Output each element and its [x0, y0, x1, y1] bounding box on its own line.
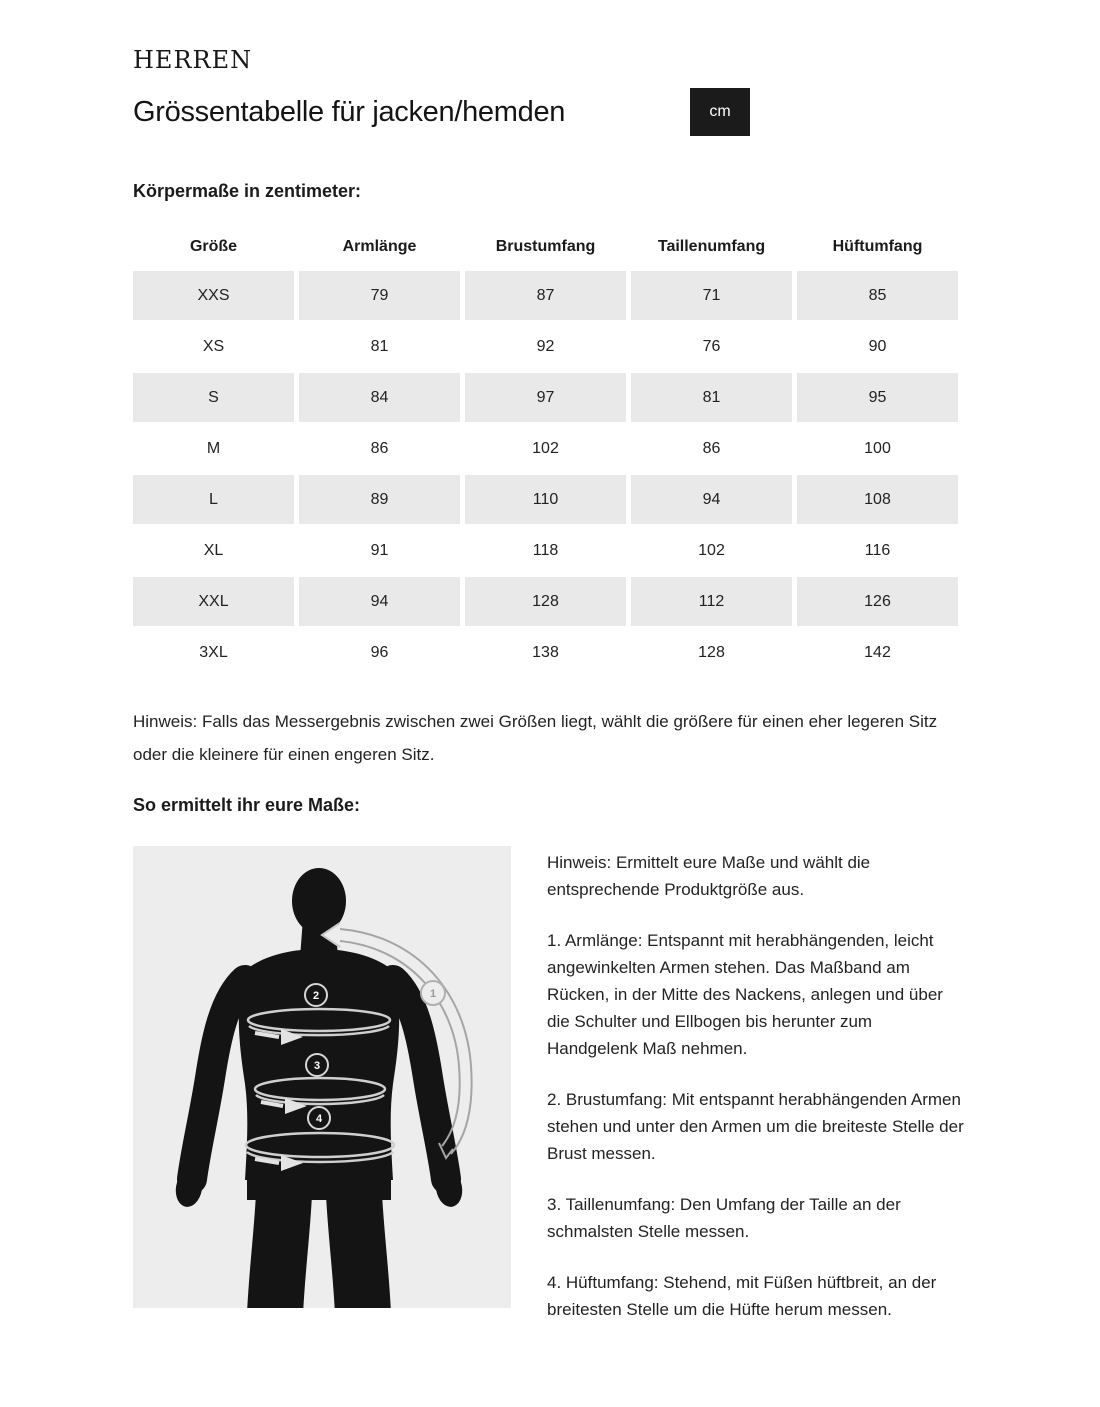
- measure-step: 3. Taillenumfang: Den Umfang der Taille an der schmalsten Stelle messen.: [547, 1195, 901, 1241]
- measure-cell: 118: [532, 541, 559, 559]
- measure-step: 1. Armlänge: Entspannt mit herabhängenden, leicht angewinkelten Armen stehen. Das Maßband am Rücken, in der Mitte des Nackens, anlegen und über die Schulter und Ellbogen bis herunter zum Handgelenk Maß nehmen.: [547, 931, 943, 1058]
- size-cell: M: [206, 439, 221, 457]
- svg-text:1: 1: [429, 988, 437, 1000]
- measure-cell: 128: [465, 577, 626, 626]
- measure-step: 2. Brustumfang: Mit entspannt herabhängenden Armen stehen und unter den Armen um die breiteste Stelle der Brust messen.: [547, 1090, 964, 1163]
- measure-cell: 102: [532, 439, 559, 457]
- column-header: Taillenumfang: [657, 238, 766, 255]
- size-cell: XXL: [133, 577, 294, 626]
- measure-cell: 81: [370, 337, 389, 355]
- body-measurements-heading: Körpermaße in zentimeter:: [133, 181, 362, 201]
- measure-cell: 76: [702, 337, 721, 355]
- measure-cell: 87: [465, 271, 626, 320]
- size-cell: L: [133, 475, 294, 524]
- measure-step: 4. Hüftumfang: Stehend, mit Füßen hüftbreit, an der breitesten Stelle um die Hüfte herum messen.: [547, 1273, 937, 1319]
- measure-cell: 102: [698, 541, 725, 559]
- measure-cell: 96: [370, 643, 389, 661]
- measure-cell: 97: [465, 373, 626, 422]
- measure-cell: 90: [868, 337, 887, 355]
- measure-cell: 84: [299, 373, 460, 422]
- measure-cell: 94: [299, 577, 460, 626]
- measure-cell: 81: [631, 373, 792, 422]
- brand-logo: HERREN: [133, 46, 253, 74]
- measurement-figure-panel: [133, 846, 511, 1308]
- measuring-instructions: [547, 846, 967, 1347]
- fit-note: Hinweis: Falls das Messergebnis zwischen zwei Größen liegt, wählt die größere für einen eher legeren Sitz oder die kleinere für einen engeren Sitz.: [133, 712, 938, 764]
- measure-cell: 100: [864, 439, 891, 457]
- instructions-intro: Hinweis: Ermittelt eure Maße und wählt die entsprechende Produktgröße aus.: [547, 853, 871, 899]
- badge-4: [308, 1107, 330, 1129]
- size-cell: XS: [202, 337, 225, 355]
- badge-2: [305, 984, 327, 1006]
- column-header: Größe: [189, 238, 238, 255]
- measure-cell: 89: [299, 475, 460, 524]
- measure-cell: 91: [370, 541, 389, 559]
- column-header: Armlänge: [342, 238, 417, 255]
- how-to-measure-heading: So ermittelt ihr eure Maße:: [133, 795, 361, 815]
- measure-cell: 138: [532, 643, 559, 661]
- size-table: [133, 225, 958, 677]
- measure-cell: 108: [797, 475, 958, 524]
- measure-cell: 79: [299, 271, 460, 320]
- measure-cell: 95: [797, 373, 958, 422]
- how-to-measure-section: [133, 846, 1100, 1407]
- page-title: Grössentabelle für jacken/hemden: [133, 96, 566, 128]
- badge-3: [306, 1054, 328, 1076]
- measure-cell: 85: [797, 271, 958, 320]
- size-cell: XXS: [133, 271, 294, 320]
- measure-cell: 86: [702, 439, 721, 457]
- measure-cell: 86: [370, 439, 389, 457]
- column-header: Brustumfang: [495, 238, 596, 255]
- column-header: Hüftumfang: [832, 238, 923, 255]
- size-cell: S: [133, 373, 294, 422]
- size-cell: 3XL: [199, 643, 228, 661]
- svg-text:4: 4: [315, 1113, 323, 1125]
- measure-cell: 128: [698, 643, 725, 661]
- measure-cell: 110: [465, 475, 626, 524]
- measure-cell: 116: [864, 541, 891, 559]
- badge-1: [421, 981, 445, 1005]
- measure-cell: 142: [864, 643, 891, 661]
- svg-text:3: 3: [313, 1060, 321, 1072]
- unit-cm-button[interactable]: cm: [690, 88, 750, 136]
- measure-cell: 92: [536, 337, 555, 355]
- measure-cell: 71: [631, 271, 792, 320]
- body-measurement-figure: [133, 846, 511, 1308]
- measure-cell: 112: [631, 577, 792, 626]
- measure-cell: 94: [631, 475, 792, 524]
- measure-cell: 126: [797, 577, 958, 626]
- svg-text:2: 2: [312, 990, 320, 1002]
- size-cell: XL: [203, 541, 224, 559]
- title-row: [133, 88, 958, 136]
